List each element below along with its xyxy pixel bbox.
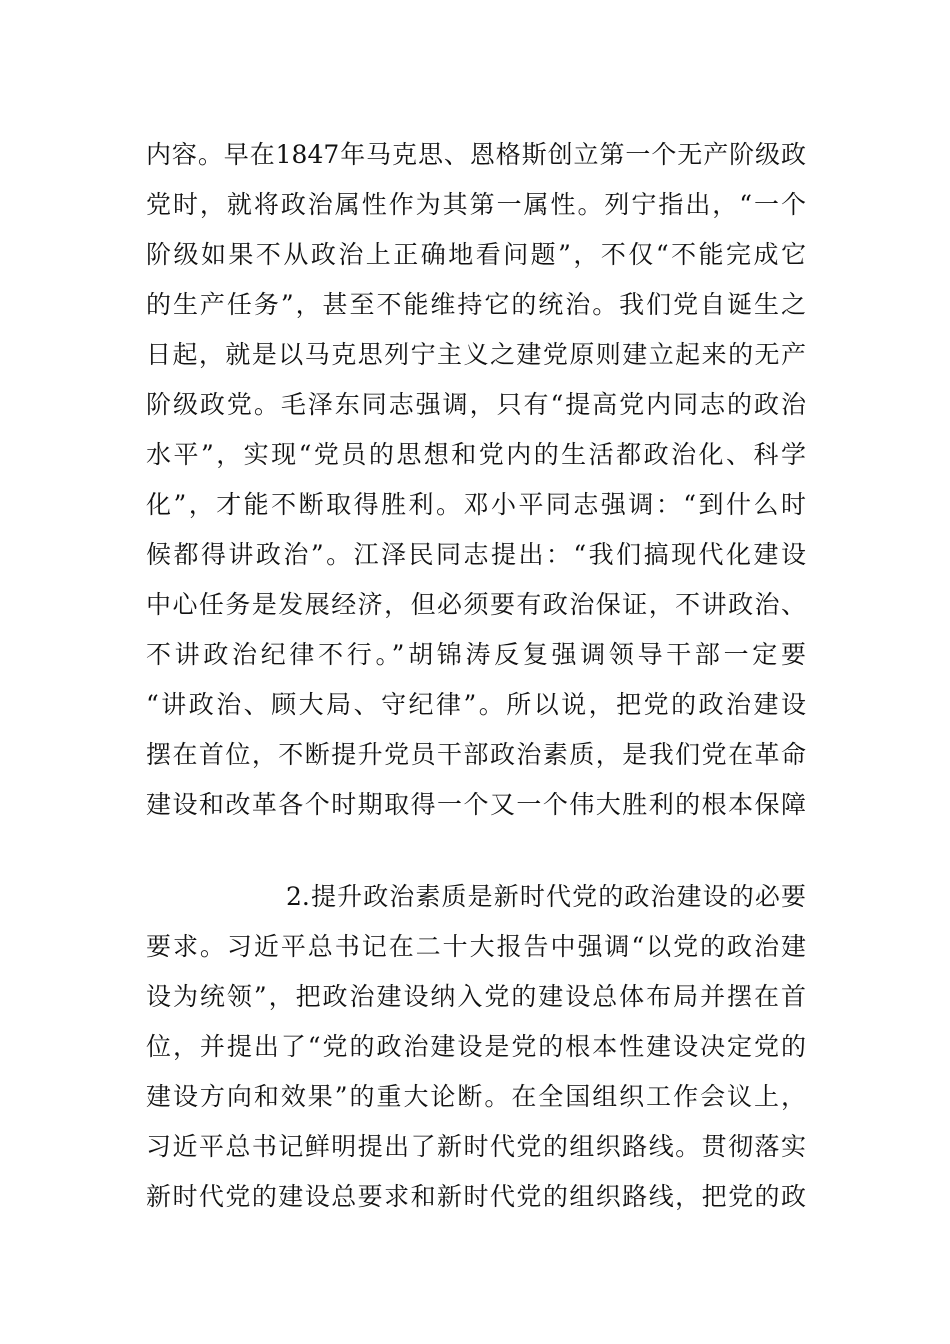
paragraph1-line: 阶级如果不从政治上正确地看问题”，不仅“不能完成它: [146, 240, 806, 269]
paragraph2-line: 建设方向和效果”的重大论断。在全国组织工作会议上，: [146, 1082, 806, 1111]
paragraph1-line: 阶级政党。毛泽东同志强调，只有“提高党内同志的政治: [146, 390, 806, 419]
paragraph1-line: 化”，才能不断取得胜利。邓小平同志强调：“到什么时: [146, 490, 806, 519]
paragraph2-line: 设为统领”，把政治建设纳入党的建设总体布局并摆在首: [146, 982, 806, 1011]
paragraph1-line: 日起，就是以马克思列宁主义之建党原则建立起来的无产: [146, 340, 806, 369]
paragraph1-line: 建设和改革各个时期取得一个又一个伟大胜利的根本保障: [146, 790, 806, 819]
section-heading-line: 2.提升政治素质是新时代党的政治建设的必要: [286, 882, 806, 911]
paragraph1-line: “讲政治、顾大局、守纪律”。所以说，把党的政治建设: [146, 690, 806, 719]
paragraph2-line: 习近平总书记鲜明提出了新时代党的组织路线。贯彻落实: [146, 1132, 806, 1161]
paragraph1-line: 不讲政治纪律不行。”胡锦涛反复强调领导干部一定要: [146, 640, 806, 669]
paragraph1-line: 候都得讲政治”。江泽民同志提出：“我们搞现代化建设: [146, 540, 806, 569]
paragraph1-line: 的生产任务”，甚至不能维持它的统治。我们党自诞生之: [146, 290, 806, 319]
paragraph1-line: 摆在首位，不断提升党员干部政治素质，是我们党在革命: [146, 740, 806, 769]
paragraph2-line: 要求。习近平总书记在二十大报告中强调“以党的政治建: [146, 932, 806, 961]
paragraph1-line: 中心任务是发展经济，但必须要有政治保证，不讲政治、: [146, 590, 806, 619]
paragraph1-line: 党时，就将政治属性作为其第一属性。列宁指出，“一个: [146, 190, 806, 219]
paragraph2-line: 位，并提出了“党的政治建设是党的根本性建设决定党的: [146, 1032, 806, 1061]
paragraph1-line: 水平”，实现“党员的思想和党内的生活都政治化、科学: [146, 440, 806, 469]
paragraph1-line: 内容。早在1847年马克思、恩格斯创立第一个无产阶级政: [146, 140, 806, 169]
paragraph2-line: 新时代党的建设总要求和新时代党的组织路线，把党的政: [146, 1182, 806, 1211]
